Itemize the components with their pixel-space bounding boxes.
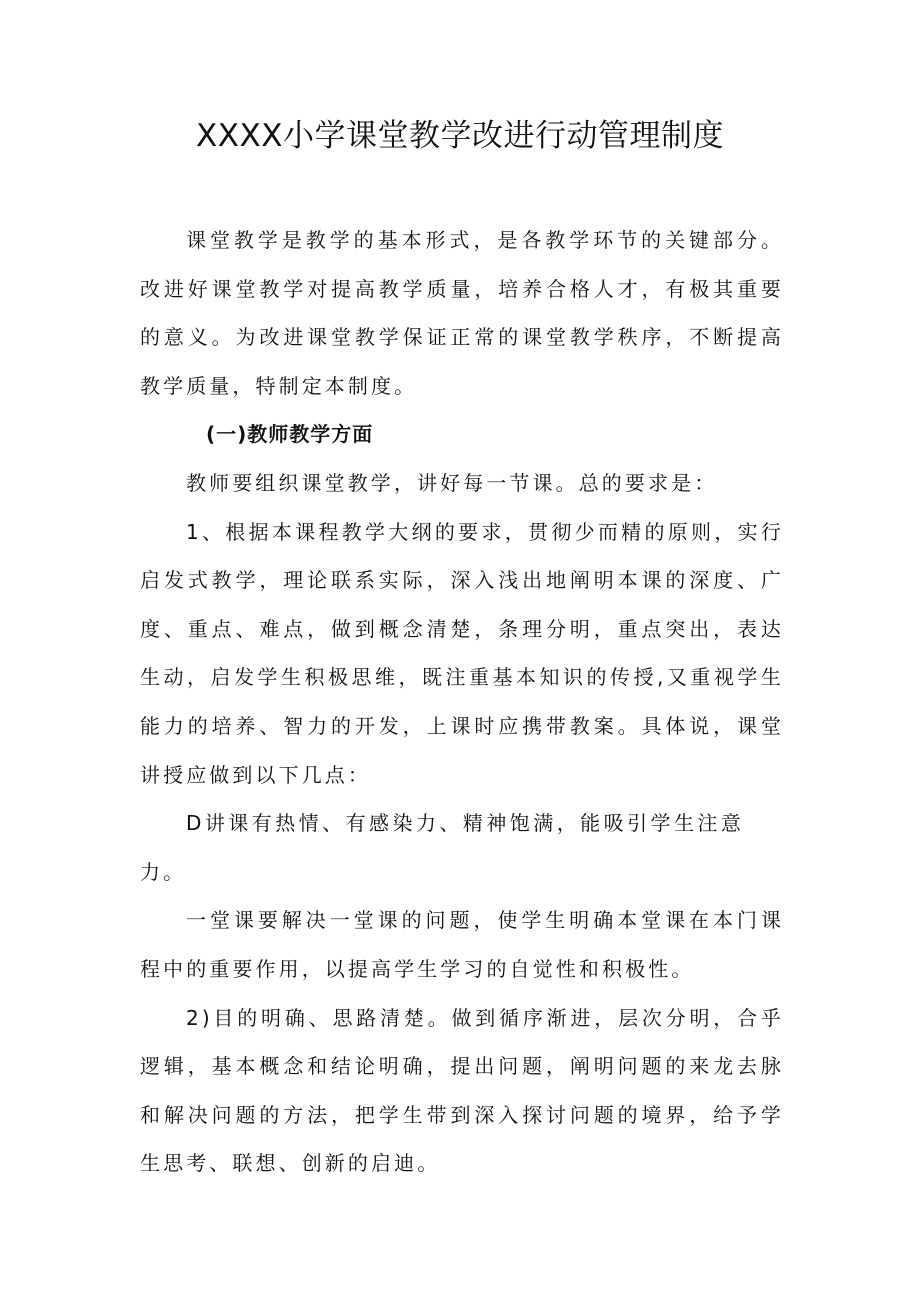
document-body (140, 216, 784, 1188)
paragraph-point-1-note: 一堂课要解决一堂课的问题，使学生明确本堂课在本门课程中的重要作用，以提高学生学习的自觉性和积极性。 (140, 908, 784, 981)
section-heading: (一)教师教学方面 (206, 422, 374, 447)
paragraph-intro: 课堂教学是教学的基本形式，是各教学环节的关键部分。改进好课堂教学对提高教学质量，培养合格人才，有极其重要的意义。为改进课堂教学保证正常的课堂教学秩序，不断提高教学质量，特制定本制度。 (140, 228, 784, 398)
paragraph-rule-1: 1、根据本课程教学大纲的要求，贯彻少而精的原则，实行启发式教学，理论联系实际，深入浅出地阐明本课的深度、广度、重点、难点，做到概念清楚，条理分明，重点突出，表达生动，启发学生积极思维，既注重基本知识的传授,又重视学生能力的培养、智力的开发，上课时应携带教案。具体说，课堂讲授应做到以下几点： (140, 519, 784, 787)
paragraph-general-requirement: 教师要组织课堂教学，讲好每一节课。总的要求是： (186, 470, 718, 495)
paragraph-point-2: 2)目的明确、思路清楚。做到循序渐进，层次分明，合乎逻辑，基本概念和结论明确，提出问题，阐明问题的来龙去脉和解决问题的方法，把学生带到深入探讨问题的境界，给予学生思考、联想、创新的启迪。 (140, 1005, 784, 1176)
document-title: XXXX小学课堂教学改进行动管理制度 (196, 118, 724, 154)
paragraph-point-1: D讲课有热情、有感染力、精神饱满，能吸引学生注意力。 (140, 811, 744, 884)
